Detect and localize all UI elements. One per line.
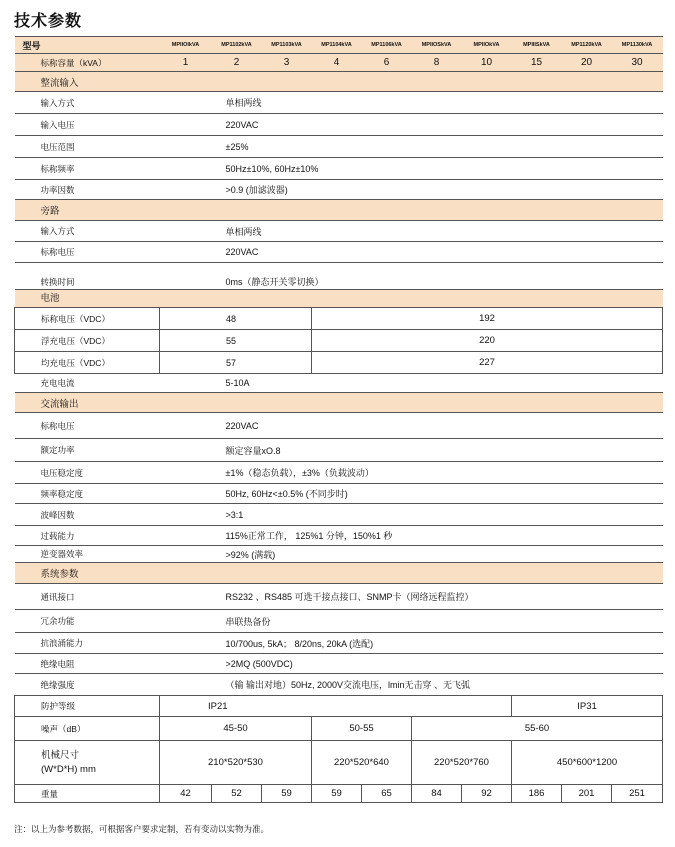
- capacity-label: 标称容量（kVA）: [15, 54, 160, 72]
- row-value: 220VAC: [160, 114, 663, 136]
- row-value: 10/700us, 5kA； 8/20ns, 20kA (选配): [160, 633, 663, 654]
- row-value: ±1%（稳态负载），±3%（负载波动）: [160, 462, 663, 484]
- spec-row: [15, 180, 663, 200]
- noise-value: 45-50: [160, 717, 312, 741]
- model-cell: MP1120kVA: [562, 37, 612, 54]
- capacity-cell: 15: [512, 54, 562, 72]
- section-title: 旁路: [15, 200, 663, 221]
- spec-row: [15, 674, 663, 696]
- row-label: 频率稳定度: [15, 484, 160, 504]
- row-label: 冗余功能: [15, 610, 160, 633]
- spec-row: [15, 462, 663, 484]
- model-cell: MP1103kVA: [262, 37, 312, 54]
- row-value: 0ms（静态开关零切换）: [160, 263, 663, 290]
- row-label: 额定功率: [15, 439, 160, 462]
- spec-row: [15, 439, 663, 462]
- weight-cell: 59: [312, 785, 362, 803]
- section-battery: [15, 290, 663, 308]
- row-value: RS232 、RS485 可选干接点接口、SNMP卡（网络远程监控）: [160, 584, 663, 610]
- row-label: 波峰因数: [15, 504, 160, 526]
- capacity-cell: 6: [362, 54, 412, 72]
- weight-cell: 59: [262, 785, 312, 803]
- row-value: 5-10A: [160, 374, 663, 393]
- row-value: 115%正常工作， 125%1 分钟，150%1 秒: [160, 526, 663, 546]
- row-label: 输入电压: [15, 114, 160, 136]
- battery-low-value: 57: [160, 352, 312, 374]
- noise-value: 55-60: [412, 717, 663, 741]
- row-label: 防护等级: [15, 696, 160, 717]
- dims-value: 220*520*760: [412, 741, 512, 785]
- capacity-cell: 10: [462, 54, 512, 72]
- battery-low-value: 48: [160, 308, 312, 330]
- row-label: 过载能力: [15, 526, 160, 546]
- battery-high-value: 220: [312, 330, 663, 352]
- weight-cell: 251: [612, 785, 663, 803]
- capacity-cell: 1: [160, 54, 212, 72]
- row-value: 额定容量xO.8: [160, 439, 663, 462]
- row-value: 220VAC: [160, 242, 663, 263]
- row-label: [15, 741, 160, 785]
- capacity-cell: 20: [562, 54, 612, 72]
- capacity-cell: 8: [412, 54, 462, 72]
- capacity-cell: 3: [262, 54, 312, 72]
- row-label: 充电电流: [15, 374, 160, 393]
- section-system: [15, 563, 663, 584]
- row-label: 噪声（dB）: [15, 717, 160, 741]
- capacity-cell: 4: [312, 54, 362, 72]
- row-label: 功率因数: [15, 180, 160, 200]
- row-label: 标称电压: [15, 242, 160, 263]
- spec-row: [15, 526, 663, 546]
- weight-cell: 92: [462, 785, 512, 803]
- row-value: 50Hz, 60Hz<±0.5% (不同步时): [160, 484, 663, 504]
- dims-unit-label: (W*D*H) mm: [41, 763, 96, 775]
- row-value: ±25%: [160, 136, 663, 158]
- model-cell: MP1106kVA: [362, 37, 412, 54]
- row-label: 转换时间: [15, 263, 160, 290]
- spec-row: [15, 136, 663, 158]
- row-label: 通讯接口: [15, 584, 160, 610]
- battery-low-value: 55: [160, 330, 312, 352]
- capacity-cell: 30: [612, 54, 663, 72]
- section-title: 整流输入: [15, 72, 663, 92]
- row-label: 输入方式: [15, 92, 160, 114]
- battery-high-value: 227: [312, 352, 663, 374]
- row-label: 电压范围: [15, 136, 160, 158]
- model-cell: MPIIOkVA: [462, 37, 512, 54]
- row-value: >92% (满载): [160, 546, 663, 563]
- row-label: 标称频率: [15, 158, 160, 180]
- protection-row: [15, 696, 663, 717]
- dims-row: [15, 741, 663, 785]
- model-cell: MPIIISkVA: [512, 37, 562, 54]
- weight-cell: 52: [212, 785, 262, 803]
- protection-high-value: IP31: [512, 696, 663, 717]
- row-value: （输 输出对地）50Hz, 2000V交流电压，lmin无击穿 、无飞弧: [160, 674, 663, 696]
- footnote: 注：以上为参考数据，可根据客户要求定制，若有变动以实物为准。: [14, 824, 270, 834]
- section-rectifier: [15, 72, 663, 92]
- spec-row: [15, 92, 663, 114]
- row-value: >0.9 (加滤波器): [160, 180, 663, 200]
- spec-row: [15, 633, 663, 654]
- section-title: 交流输出: [15, 393, 663, 413]
- weight-cell: 84: [412, 785, 462, 803]
- capacity-row: [15, 54, 663, 72]
- row-value: >2MQ (500VDC): [160, 654, 663, 674]
- capacity-cell: 2: [212, 54, 262, 72]
- spec-row: [15, 158, 663, 180]
- row-value: >3:1: [160, 504, 663, 526]
- row-label: 绝缘电阻: [15, 654, 160, 674]
- dims-value: 210*520*530: [160, 741, 312, 785]
- model-cell: MPIIOSkVA: [412, 37, 462, 54]
- section-output: [15, 393, 663, 413]
- battery-row: [15, 330, 663, 352]
- model-row: [15, 37, 663, 54]
- page-title: 技术参数: [14, 13, 83, 30]
- row-value: 220VAC: [160, 413, 663, 439]
- spec-row: [15, 413, 663, 439]
- row-label: 重量: [15, 785, 160, 803]
- weight-cell: 42: [160, 785, 212, 803]
- row-value: 50Hz±10%, 60Hz±10%: [160, 158, 663, 180]
- row-value: 串联热备份: [160, 610, 663, 633]
- weight-row: [15, 785, 663, 803]
- row-label: 标称电压（VDC）: [15, 308, 160, 330]
- section-title: 电池: [15, 290, 663, 308]
- model-label: 型号: [15, 37, 160, 54]
- battery-high-value: 192: [312, 308, 663, 330]
- spec-row: [15, 654, 663, 674]
- noise-value: 50-55: [312, 717, 412, 741]
- row-label: 标称电压: [15, 413, 160, 439]
- dims-label: 机械尺寸: [41, 749, 80, 761]
- noise-row: [15, 717, 663, 741]
- spec-row: [15, 546, 663, 563]
- battery-row: [15, 352, 663, 374]
- spec-row: [15, 374, 663, 393]
- row-label: 均充电压（VDC）: [15, 352, 160, 374]
- model-cell: MPIIOlkVA: [160, 37, 212, 54]
- model-cell: MP1104kVA: [312, 37, 362, 54]
- spec-row: [15, 584, 663, 610]
- spec-table: [14, 36, 663, 803]
- row-label: 输入方式: [15, 221, 160, 242]
- row-label: 电压稳定度: [15, 462, 160, 484]
- dims-value: 450*600*1200: [512, 741, 663, 785]
- spec-row: [15, 263, 663, 290]
- row-value: 单相两线: [160, 92, 663, 114]
- weight-cell: 186: [512, 785, 562, 803]
- section-bypass: [15, 200, 663, 221]
- dims-value: 220*520*640: [312, 741, 412, 785]
- section-title: 系统参数: [15, 563, 663, 584]
- spec-row: [15, 114, 663, 136]
- row-label: 浮充电压（VDC）: [15, 330, 160, 352]
- spec-row: [15, 242, 663, 263]
- protection-low-value: IP21: [160, 696, 512, 717]
- spec-row: [15, 504, 663, 526]
- row-label: 抗浪涌能力: [15, 633, 160, 654]
- spec-row: [15, 610, 663, 633]
- row-label: 绝缘强度: [15, 674, 160, 696]
- battery-row: [15, 308, 663, 330]
- row-value: 单相两线: [160, 221, 663, 242]
- model-cell: MP1130kVA: [612, 37, 663, 54]
- spec-row: [15, 484, 663, 504]
- row-label: 逆变器效率: [15, 546, 160, 563]
- spec-row: [15, 221, 663, 242]
- weight-cell: 201: [562, 785, 612, 803]
- weight-cell: 65: [362, 785, 412, 803]
- model-cell: MP1102kVA: [212, 37, 262, 54]
